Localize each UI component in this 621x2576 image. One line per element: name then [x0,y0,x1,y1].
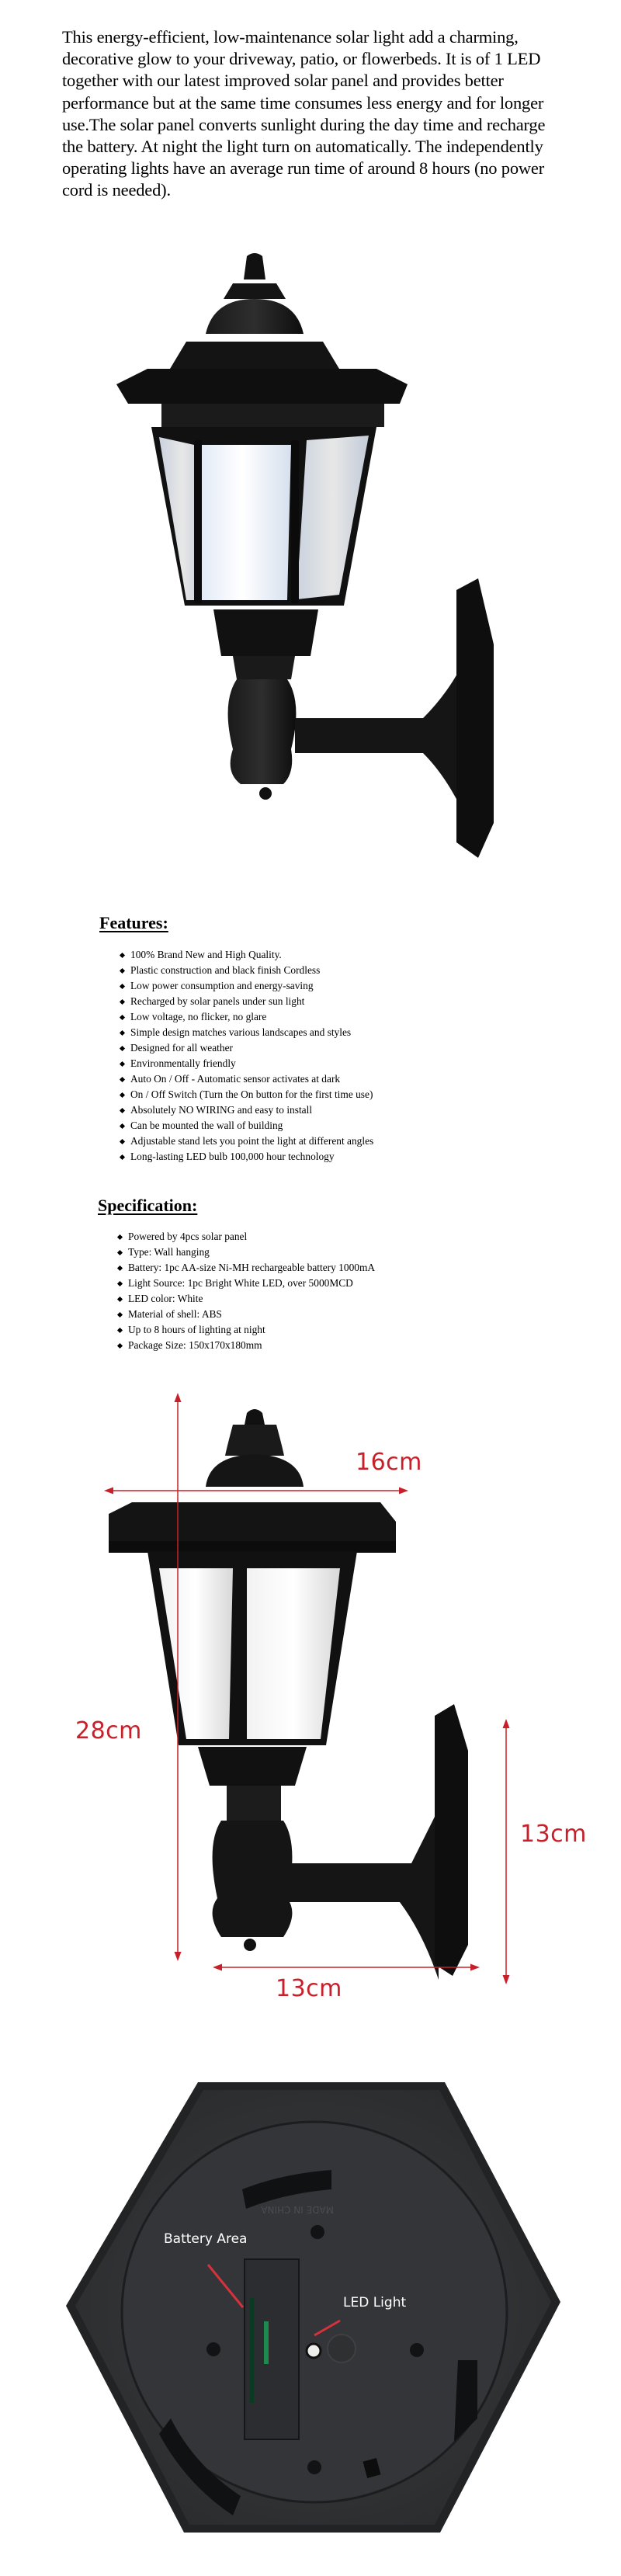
led-light-label: LED Light [343,2295,407,2310]
list-item: Type: Wall hanging [116,1245,375,1260]
list-item: Up to 8 hours of lighting at night [116,1322,375,1338]
list-item: On / Off Switch (Turn the On button for the first time use) [119,1087,373,1102]
product-photo-base [0,2019,621,2576]
list-item: Environmentally friendly [119,1056,373,1071]
list-item: Low power consumption and energy-saving [119,978,373,994]
features-heading: Features: [99,913,168,932]
list-item: Package Size: 150x170x180mm [116,1338,375,1353]
list-item: Adjustable stand lets you point the light at different angles [119,1134,373,1149]
dimension-label-width: 16cm [356,1449,422,1476]
specification-heading: Specification: [98,1196,198,1215]
list-item: LED color: White [116,1291,375,1307]
list-item: 100% Brand New and High Quality. [119,947,373,963]
product-description: This energy-efficient, low-maintenance solar light add a charming, decorative glow to your driveway, patio, or flowerbeds. It is of 1 LED together with our latest improved solar panel and provides better performance but at the same time consumes less energy and for longer use.The solar panel converts sunlight during the day time and recharge the battery. At night the light turn on automatically. The independently operating lights have an average run time of around 8 hours (no power cord is needed). [62,27,546,200]
product-photo-dimensions [0,1382,621,2019]
list-item: Designed for all weather [119,1040,373,1056]
list-item: Powered by 4pcs solar panel [116,1229,375,1245]
lantern-dimension-diagram [0,1382,621,2019]
dimension-label-height: 28cm [75,1717,142,1745]
battery-area-label: Battery Area [164,2231,248,2247]
list-item: Simple design matches various landscapes and styles [119,1025,373,1040]
product-photo-lit-lantern [0,237,621,858]
lantern-base-diagram [0,2019,621,2576]
list-item: Battery: 1pc AA-size Ni-MH rechargeable battery 1000mA [116,1260,375,1276]
specification-list [116,1229,375,1353]
list-item: Absolutely NO WIRING and easy to install [119,1102,373,1118]
lantern-illustration [0,237,621,858]
embossed-text: MADE IN CHINA [261,2204,334,2215]
dimension-label-bracket-depth: 13cm [276,1975,342,2002]
dimension-label-bracket-height: 13cm [520,1821,587,1848]
features-list [119,947,373,1165]
list-item: Auto On / Off - Automatic sensor activates at dark [119,1071,373,1087]
list-item: Low voltage, no flicker, no glare [119,1009,373,1025]
list-item: Can be mounted the wall of building [119,1118,373,1134]
list-item: Long-lasting LED bulb 100,000 hour technology [119,1149,373,1165]
list-item: Recharged by solar panels under sun light [119,994,373,1009]
list-item: Light Source: 1pc Bright White LED, over 5000MCD [116,1276,375,1291]
list-item: Plastic construction and black finish Cordless [119,963,373,978]
list-item: Material of shell: ABS [116,1307,375,1322]
